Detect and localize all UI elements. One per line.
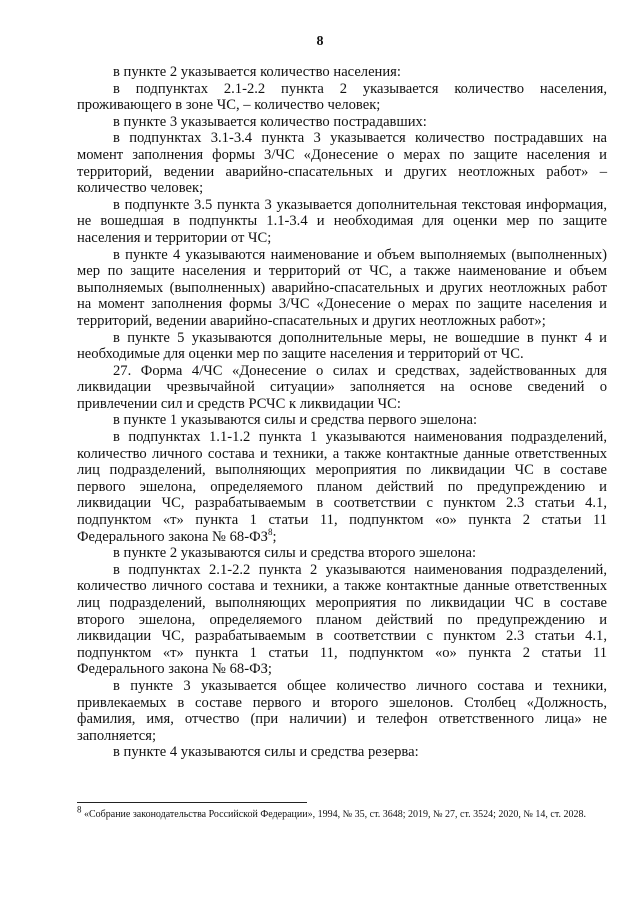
paragraph: в подпунктах 2.1-2.2 пункта 2 указывается количество населения, проживающего в зоне ЧС, – количество человек; [77, 80, 607, 114]
paragraph: в пункте 1 указываются силы и средства первого эшелона: [113, 412, 478, 429]
paragraph: в пункте 3 указывается количество пострадавших: [113, 113, 427, 130]
paragraph: в пункте 4 указываются силы и средства резерва: [113, 744, 419, 761]
paragraph: 27. Форма 4/ЧС «Донесение о силах и средствах, задействованных для ликвидации чрезвычайной ситуации» заполняется на основе сведений о привлечении сил и средств РСЧС к ликвидации ЧС: [77, 362, 607, 412]
paragraph-suffix: ; [272, 528, 277, 545]
paragraph: в подпункте 3.5 пункта 3 указывается дополнительная текстовая информация, не вошедшая в подпункты 1.1-3.4 и необходимая для оценки мер по защите населения и территории от ЧС; [77, 196, 607, 246]
paragraph: в пункте 2 указываются силы и средства второго эшелона: [113, 545, 477, 562]
paragraph-text: в подпунктах 1.1-1.2 пункта 1 указываются наименования подразделений, количество личного состава и техники, а также контактные данные ответственных лиц подразделений, выполняющих мероприятия по ликвидации ЧС в составе первого эшелона, определяемого планом действий по предупреждению и ликвидации ЧС, разрабатываемым в соответствии с пунктом 2.3 статьи 4.1, подпунктом «т» пункта 1 статьи 11, подпунктом «о» пункта 2 статьи 11 Федерального закона № 68-ФЗ [77, 429, 607, 545]
footnote-marker: 8 [77, 804, 82, 815]
footnote [77, 804, 607, 821]
paragraph: в подпунктах 3.1-3.4 пункта 3 указывается количество пострадавших на момент заполнения формы 3/ЧС «Донесение о мерах по защите населения и территорий, ведении аварийно-спасательных и других неотложных работ» – количество человек; [77, 130, 607, 197]
page-number: 8 [316, 34, 324, 49]
paragraph: в пункте 4 указываются наименование и объем выполняемых (выполненных) мер по защите населения и территорий от ЧС, а также наименование и объем выполняемых (выполненных) аварийно-спасательных и других неотложных работ на момент заполнения формы 3/ЧС «Донесение о мерах по защите населения и территорий, ведении аварийно-спасательных и других неотложных работ»; [77, 246, 607, 329]
paragraph: в пункте 5 указываются дополнительные меры, не вошедшие в пункт 4 и необходимые для оценки мер по защите населения и территорий от ЧС. [77, 329, 607, 363]
footnote-text: «Собрание законодательства Российской Федерации», 1994, № 35, ст. 3648; 2019, № 27, ст. 3524; 2020, № 14, ст. 2028. [84, 809, 586, 820]
paragraph: в подпунктах 2.1-2.2 пункта 2 указываются наименования подразделений, количество личного состава и техники, а также контактные данные ответственных лиц подразделений, выполняющих мероприятия по ликвидации ЧС в составе второго эшелона, определяемого планом действий по предупреждению и ликвидации ЧС, разрабатываемым в соответствии с пунктом 2.3 статьи 4.1, подпунктом «т» пункта 1 статьи 11, подпунктом «о» пункта 2 статьи 11 Федерального закона № 68-ФЗ; [77, 561, 607, 678]
paragraph: в пункте 3 указывается общее количество личного состава и техники, привлекаемых в составе первого и второго эшелонов. Столбец «Должность, фамилия, имя, отчество (при наличии) и телефон ответственного лица» не заполняется; [77, 677, 607, 744]
document-body [77, 64, 607, 761]
footnote-reference: 8 [267, 526, 273, 537]
paragraph: в пункте 2 указывается количество населения: [113, 64, 401, 80]
paragraph-with-footnote [77, 429, 607, 545]
footnote-divider [77, 802, 307, 803]
